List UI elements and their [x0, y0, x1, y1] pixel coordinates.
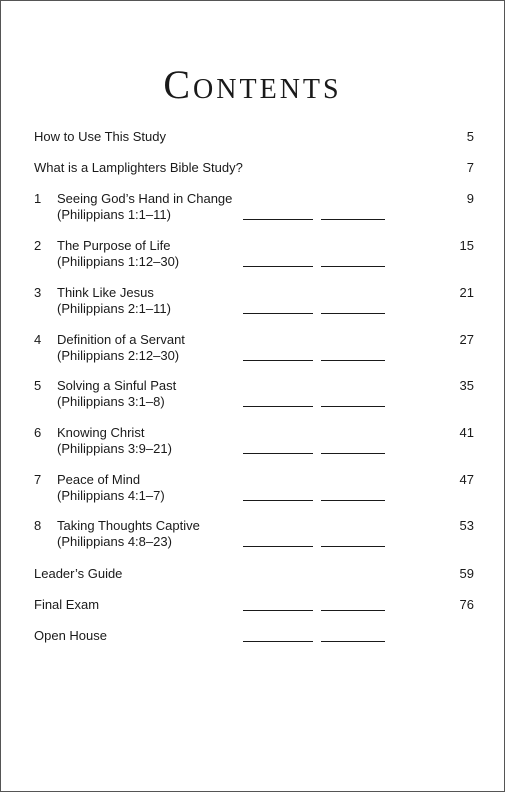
lesson-number: 6	[34, 425, 42, 440]
lesson-number: 2	[34, 238, 42, 253]
date-blank-1	[243, 610, 313, 611]
lesson-reference: (Philippians 1:1–11)	[57, 207, 171, 222]
lesson-text	[57, 285, 171, 317]
lesson-reference: (Philippians 2:12–30)	[57, 348, 180, 363]
lesson-title: Think Like Jesus	[57, 285, 154, 300]
date-blank-2	[321, 406, 385, 407]
lesson-title: The Purpose of Life	[57, 238, 171, 253]
date-blank-1	[243, 219, 313, 220]
lesson-text	[57, 472, 165, 504]
lesson-text	[57, 378, 176, 410]
date-blank-1	[243, 313, 313, 314]
date-blank-2	[321, 360, 385, 361]
toc-entry-page: 5	[466, 129, 474, 144]
toc-entry-page: 76	[459, 597, 474, 612]
lesson-text	[57, 425, 172, 457]
lesson-page: 15	[459, 238, 474, 253]
date-blank-2	[321, 610, 385, 611]
date-blank-2	[321, 453, 385, 454]
date-blank-2	[321, 219, 385, 220]
toc-entry-label: Open House	[34, 628, 107, 643]
lesson-number: 8	[34, 518, 42, 533]
lesson-title: Taking Thoughts Captive	[57, 518, 200, 533]
date-blank-2	[321, 546, 385, 547]
lesson-number: 1	[34, 191, 42, 206]
lesson-reference: (Philippians 1:12–30)	[57, 254, 180, 269]
date-blank-1	[243, 266, 313, 267]
toc-entry-page: 59	[459, 566, 474, 581]
toc-entry-label: Leader’s Guide	[34, 566, 123, 581]
lesson-title: Solving a Sinful Past	[57, 378, 177, 393]
toc-entry-page: 7	[466, 160, 474, 175]
lesson-title: Seeing God’s Hand in Change	[57, 191, 233, 206]
lesson-text	[57, 238, 179, 270]
lesson-page: 41	[459, 425, 474, 440]
date-blank-1	[243, 546, 313, 547]
date-blank-2	[321, 500, 385, 501]
toc-entry-label: How to Use This Study	[34, 129, 166, 144]
lesson-number: 4	[34, 332, 42, 347]
lesson-page: 35	[459, 378, 474, 393]
lesson-page: 53	[459, 518, 474, 533]
date-blank-2	[321, 641, 385, 642]
date-blank-2	[321, 266, 385, 267]
lesson-reference: (Philippians 4:8–23)	[57, 534, 172, 549]
lesson-page: 21	[459, 285, 474, 300]
date-blank-1	[243, 360, 313, 361]
date-blank-1	[243, 406, 313, 407]
lesson-page: 9	[466, 191, 474, 206]
lesson-text	[57, 518, 200, 550]
lesson-reference: (Philippians 3:9–21)	[57, 441, 172, 456]
date-blank-1	[243, 453, 313, 454]
date-blank-2	[321, 313, 385, 314]
lesson-reference: (Philippians 3:1–8)	[57, 394, 165, 409]
lesson-reference: (Philippians 4:1–7)	[57, 488, 165, 503]
lesson-page: 47	[459, 472, 474, 487]
date-blank-1	[243, 500, 313, 501]
lesson-title: Peace of Mind	[57, 472, 141, 487]
lesson-number: 5	[34, 378, 42, 393]
lesson-reference: (Philippians 2:1–11)	[57, 301, 171, 316]
date-blank-1	[243, 641, 313, 642]
lesson-number: 3	[34, 285, 42, 300]
lesson-title: Definition of a Servant	[57, 332, 185, 347]
lesson-number: 7	[34, 472, 42, 487]
lesson-text	[57, 332, 185, 364]
page-title: Contents	[163, 62, 342, 107]
toc-entry-label: Final Exam	[34, 597, 100, 612]
lesson-page: 27	[459, 332, 474, 347]
lesson-text	[57, 191, 232, 223]
lesson-title: Knowing Christ	[57, 425, 145, 440]
toc-entry-label: What is a Lamplighters Bible Study?	[34, 160, 243, 175]
